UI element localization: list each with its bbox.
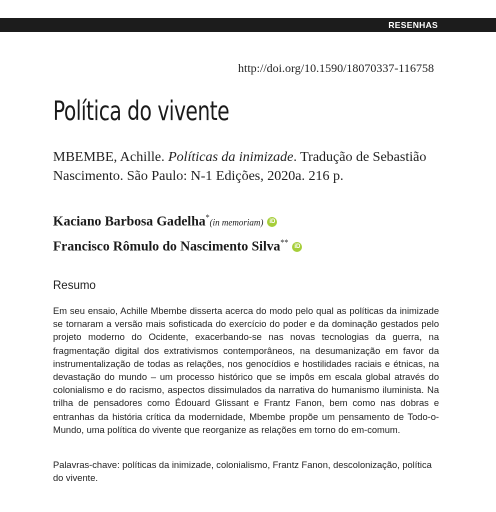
author-2 (53, 233, 473, 256)
author-1-note: (in memoriam) (209, 217, 264, 228)
book-citation (53, 148, 453, 186)
citation-author: MBEMBE, Achille. (53, 150, 165, 165)
section-header-bar (0, 18, 496, 32)
keywords: Palavras-chave: políticas da inimizade, colonialismo, Frantz Fanon, descolonização, política do vivente. (53, 460, 432, 484)
article-title: Política do vivente (53, 96, 230, 127)
author-1-name: Kaciano Barbosa Gadelha (53, 213, 206, 229)
citation-work-title: Políticas da inimizade (168, 150, 294, 165)
doi-link[interactable]: http://doi.org/10.1590/18070337-116758 (237, 61, 434, 75)
abstract-heading: Resumo (53, 280, 96, 292)
author-2-mark: ** (280, 237, 289, 247)
author-2-name: Francisco Rômulo do Nascimento Silva (53, 238, 281, 254)
section-tag: RESENHAS (388, 20, 438, 30)
citation-details: . Tradução de Sebastião Nascimento. São Paulo: N-1 Edições, 2020a. 216 p. (53, 150, 427, 184)
author-1-mark: * (205, 213, 210, 222)
orcid-icon[interactable]: iD (269, 219, 276, 226)
abstract-body: Em seu ensaio, Achille Mbembe disserta acerca do modo pelo qual as políticas da inimizade se tornaram a versão mais sofisticada do exercício do poder e da dominação gestados pelo projeto moderno do Ocidente, exacerbando-se nas novas tecnologias da guerra, na fragmentação digital dos extrativismos contemporâneos, na desumanização em favor da instrumentalização de todas as relações, nos genocídios e hostilidades raciais e étnicas, na devastação do mundo – um processo histórico que se impôs em escala global através do colonialismo e do racismo, aspectos dissimulados da narrativa do humanismo iluminista. Na trilha de pensadores como Édouard Glissant e Frantz Fanon, bem como nas dobras e entranhas da história crítica da modernidade, Mbembe propõe um pensamento de Todo-o-Mundo, uma política do vivente que reorganize as relações em torno do em-comum. (53, 306, 439, 435)
orcid-icon[interactable]: iD (294, 243, 301, 250)
author-1 (53, 208, 473, 233)
author-list (53, 208, 473, 255)
